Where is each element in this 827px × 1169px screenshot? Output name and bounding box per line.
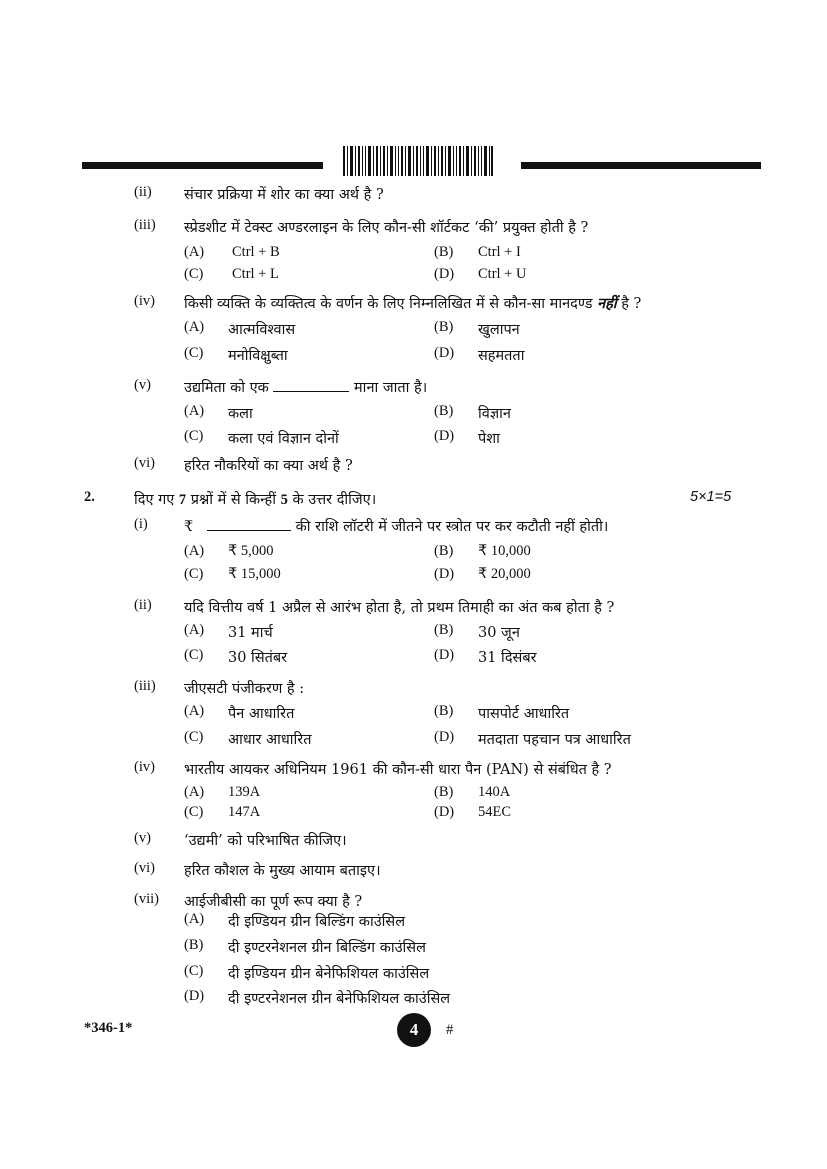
- q2-iv-text: भारतीय आयकर अधिनियम 1961 की कौन-सी धारा पैन (PAN) से संबंधित है ?: [184, 762, 612, 778]
- q2-vii-option-a: दी इण्डियन ग्रीन बिल्डिंग काउंसिल: [228, 914, 406, 930]
- q1-iv-number: (iv): [134, 293, 155, 309]
- q2-v-text: ‘उद्यमी’ को परिभाषित कीजिए।: [184, 833, 347, 849]
- q2-iii-option-b: पासपोर्ट आधारित: [478, 706, 570, 722]
- q1-ii-number: (ii): [134, 184, 152, 200]
- q2-iv-option-b-label: (B): [434, 784, 454, 800]
- q1-iii-option-a: Ctrl + B: [232, 244, 280, 260]
- q2-iv-option-a-label: (A): [184, 784, 205, 800]
- q1-iii-option-c: Ctrl + L: [232, 266, 279, 282]
- q1-v-option-b: विज्ञान: [478, 406, 511, 422]
- q2-i-option-b: ₹ 10,000: [478, 543, 531, 559]
- q2-iii-option-c-label: (C): [184, 729, 204, 745]
- q1-iv-option-d: सहमतता: [478, 348, 525, 364]
- q2-i-text-post: की राशि लॉटरी में जीतने पर स्त्रोत पर कर कटौती नहीं होती।: [291, 519, 609, 535]
- q2-vii-number: (vii): [134, 891, 159, 907]
- q2-ii-option-d: 31 दिसंबर: [478, 650, 537, 666]
- q1-v-text-post: माना जाता है।: [349, 380, 428, 396]
- q2-instruction-post: के उत्तर दीजिए।: [287, 492, 377, 508]
- header-bar-left: [82, 162, 323, 169]
- q2-marks: 5×1=5: [690, 489, 732, 505]
- q1-v-option-c-label: (C): [184, 428, 204, 444]
- q2-instruction: [134, 489, 376, 509]
- q2-iii-option-d-label: (D): [434, 729, 455, 745]
- q1-iii-option-a-label: (A): [184, 244, 205, 260]
- q2-i-option-d-label: (D): [434, 566, 455, 582]
- q2-i-blank: [207, 530, 291, 531]
- q2-ii-number: (ii): [134, 597, 152, 613]
- q1-vi-number: (vi): [134, 455, 155, 471]
- q1-iv-text-pre: किसी व्यक्ति के व्यक्तित्व के वर्णन के लिए निम्नलिखित में से कौन-सा मानदण्ड: [184, 296, 598, 312]
- q2-iii-option-c: आधार आधारित: [228, 732, 312, 748]
- q2-vi-text: हरित कौशल के मुख्य आयाम बताइए।: [184, 863, 381, 879]
- q2-i-rupee: ₹: [184, 519, 194, 535]
- q2-iv-option-a: 139A: [228, 784, 261, 800]
- q1-iv-option-b-label: (B): [434, 319, 454, 335]
- q2-i-option-c-label: (C): [184, 566, 204, 582]
- q1-iii-text: स्प्रेडशीट में टेक्स्ट अण्डरलाइन के लिए कौन-सी शॉर्टकट ‘की’ प्रयुक्त होती है ?: [184, 220, 589, 236]
- q1-iii-number: (iii): [134, 217, 156, 233]
- q1-v-option-d: पेशा: [478, 431, 500, 447]
- q2-vii-option-b: दी इण्टरनेशनल ग्रीन बिल्डिंग काउंसिल: [228, 940, 426, 956]
- q1-v-option-d-label: (D): [434, 428, 455, 444]
- q1-ii-text: संचार प्रक्रिया में शोर का क्या अर्थ है ?: [184, 187, 384, 203]
- q2-iv-option-c-label: (C): [184, 804, 204, 820]
- q2-ii-option-a-label: (A): [184, 622, 205, 638]
- q2-i-number: (i): [134, 516, 148, 532]
- page-number: 4: [397, 1013, 431, 1047]
- q2-iii-option-d: मतदाता पहचान पत्र आधारित: [478, 732, 631, 748]
- q1-v-text-pre: उद्यमिता को एक: [184, 380, 274, 396]
- q2-ii-option-b-label: (B): [434, 622, 454, 638]
- q2-i-option-a-label: (A): [184, 543, 205, 559]
- q2-vii-option-d-label: (D): [184, 988, 205, 1004]
- q2-iii-number: (iii): [134, 678, 156, 694]
- q2-instruction-mid: प्रश्नों में से किन्हीं: [186, 492, 281, 508]
- q1-iv-option-c: मनोविक्षुब्ता: [228, 348, 288, 364]
- q1-iv-option-d-label: (D): [434, 345, 455, 361]
- q2-vii-option-a-label: (A): [184, 911, 205, 927]
- q1-iv-text-emphasis: नहीं: [597, 295, 617, 312]
- footer-hash: #: [446, 1022, 454, 1038]
- q2-iii-option-a-label: (A): [184, 703, 205, 719]
- q1-iv-text: [184, 293, 641, 313]
- q2-number: 2.: [84, 489, 95, 505]
- q1-iv-option-a-label: (A): [184, 319, 205, 335]
- q2-ii-option-a: 31 मार्च: [228, 625, 273, 641]
- q2-iv-option-d-label: (D): [434, 804, 455, 820]
- q1-iii-option-d: Ctrl + U: [478, 266, 527, 282]
- q1-v-option-a-label: (A): [184, 403, 205, 419]
- q2-ii-option-c-label: (C): [184, 647, 204, 663]
- q2-vii-option-b-label: (B): [184, 937, 204, 953]
- q2-vii-text: आईजीबीसी का पूर्ण रूप क्या है ?: [184, 894, 363, 910]
- q2-ii-option-b: 30 जून: [478, 625, 520, 641]
- q2-iv-option-b: 140A: [478, 784, 511, 800]
- q1-v-blank: [273, 391, 349, 392]
- q2-iii-text: जीएसटी पंजीकरण है :: [184, 681, 305, 697]
- q2-instruction-pre: दिए गए: [134, 492, 179, 508]
- q1-iv-option-b: खुलापन: [478, 322, 520, 338]
- barcode: [343, 146, 493, 176]
- q2-iv-option-c: 147A: [228, 804, 261, 820]
- q2-iv-option-d: 54EC: [478, 804, 512, 820]
- q2-ii-option-d-label: (D): [434, 647, 455, 663]
- q2-i-option-d: ₹ 20,000: [478, 566, 531, 582]
- q1-iv-option-a: आत्मविश्वास: [228, 322, 296, 338]
- q2-iii-option-b-label: (B): [434, 703, 454, 719]
- q1-v-number: (v): [134, 377, 151, 393]
- q2-vii-option-d: दी इण्टरनेशनल ग्रीन बेनेफिशियल काउंसिल: [228, 991, 451, 1007]
- q1-v-option-a: कला: [228, 406, 253, 422]
- q2-iii-option-a: पैन आधारित: [228, 706, 295, 722]
- q2-i-text: [184, 516, 608, 536]
- q1-v-text: [184, 377, 427, 397]
- q1-vi-text: हरित नौकरियों का क्या अर्थ है ?: [184, 458, 353, 474]
- q2-iv-number: (iv): [134, 759, 155, 775]
- q2-vii-option-c-label: (C): [184, 963, 204, 979]
- q2-i-option-a: ₹ 5,000: [228, 543, 274, 559]
- q2-ii-text: यदि वित्तीय वर्ष 1 अप्रैल से आरंभ होता है, तो प्रथम तिमाही का अंत कब होता है ?: [184, 600, 615, 616]
- header-bar-right: [521, 162, 761, 169]
- q1-iii-option-b: Ctrl + I: [478, 244, 521, 260]
- q2-v-number: (v): [134, 830, 151, 846]
- q1-iv-text-post: है ?: [616, 296, 642, 312]
- q1-v-option-b-label: (B): [434, 403, 454, 419]
- q2-vii-option-c: दी इण्डियन ग्रीन बेनेफिशियल काउंसिल: [228, 966, 430, 982]
- q1-iii-option-b-label: (B): [434, 244, 454, 260]
- q2-i-option-c: ₹ 15,000: [228, 566, 281, 582]
- q1-iii-option-d-label: (D): [434, 266, 455, 282]
- q1-iii-option-c-label: (C): [184, 266, 204, 282]
- paper-code: *346-1*: [84, 1020, 133, 1036]
- q2-ii-option-c: 30 सितंबर: [228, 650, 288, 666]
- q2-i-option-b-label: (B): [434, 543, 454, 559]
- q2-instruction-count-total: 7: [178, 492, 187, 508]
- q1-v-option-c: कला एवं विज्ञान दोनों: [228, 431, 339, 447]
- q2-vi-number: (vi): [134, 860, 155, 876]
- q1-iv-option-c-label: (C): [184, 345, 204, 361]
- q2-instruction-count-answer: 5: [280, 492, 288, 508]
